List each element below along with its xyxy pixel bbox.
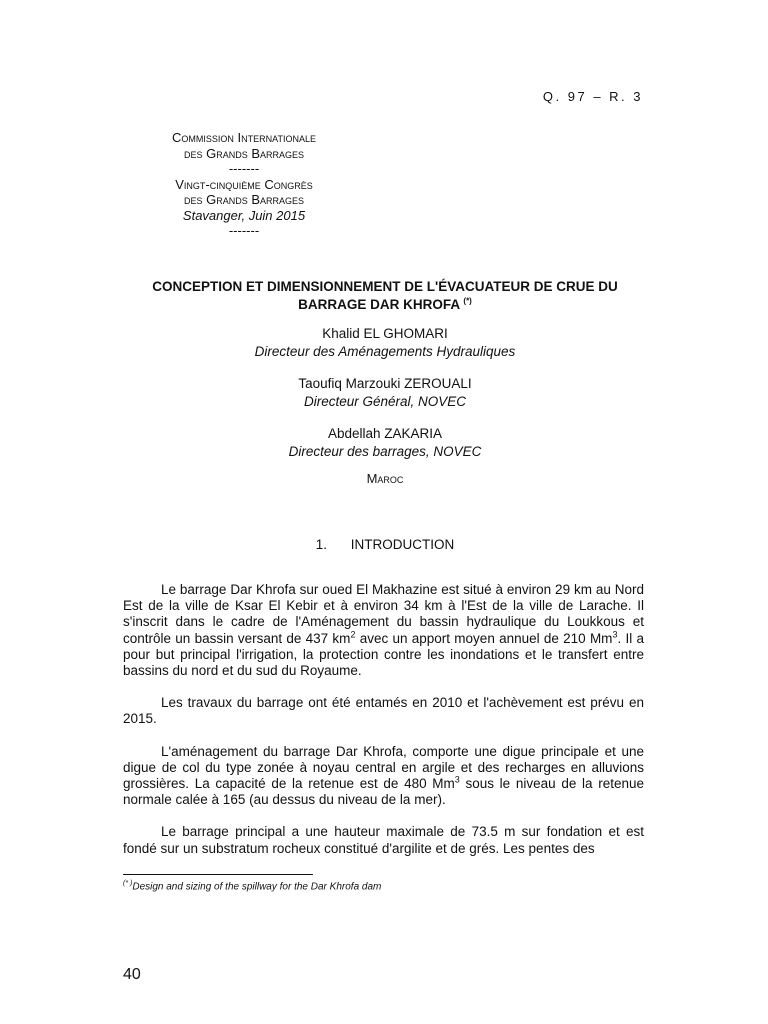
title-line-1: CONCEPTION ET DIMENSIONNEMENT DE L'ÉVACUATEUR DE CRUE DU [152, 279, 618, 294]
organization-block [140, 130, 348, 239]
paragraph: L'aménagement du barrage Dar Khrofa, comporte une digue principale et une digue de col du type zonée à noyau central en argile et des recharges en alluvions grossières. La capacité de la retenue est de 480 Mm$^3$ sous le niveau de la retenue normale calée à 165 (au dessus du niveau de la mer). [123, 743, 645, 808]
author-name: Abdellah ZAKARIA [327, 426, 443, 441]
footnote [123, 880, 381, 892]
author-role: Directeur des barrages, NOVEC [288, 444, 482, 459]
section-heading [110, 537, 660, 552]
paragraph: Le barrage principal a une hauteur maximale de 73.5 m sur fondation et est fondé sur un substratum rocheux constitué d'argilite et de grés. Les pentes des [123, 824, 644, 856]
paragraph: Le barrage Dar Khrofa sur oued El Makhazine est situé à environ 29 km au Nord Est de la ville de Ksar El Kebir et à environ 34 km à l'Est de la ville de Larache. Il s'inscrit dans le cadre de l'Aménagement du bassin hydraulique du Loukkous et contrôle un bassin versant de 437 $km^2$ avec un apport moyen annuel de 210 Mm$^3$. Il a pour but principal l'irrigation, la protection contre les inondations et le transfert entre bassins du nord et du sud du Royaume. [123, 582, 644, 679]
author-name: Khalid EL GHOMARI [322, 326, 448, 341]
author-role: Directeur des Aménagements Hydrauliques [254, 344, 516, 359]
country: Maroc [366, 471, 404, 486]
org-separator-2: ------- [228, 223, 260, 238]
paper-title [110, 278, 660, 314]
body-text [123, 582, 644, 873]
page-number: 40 [123, 966, 141, 983]
section-title: INTRODUCTION [350, 537, 455, 552]
title-line-2: BARRAGE DAR KHROFA (*) [298, 296, 472, 312]
org-line-4: des Grands Barrages [183, 192, 305, 207]
footnote-divider [123, 874, 313, 875]
section-number: 1. [315, 537, 327, 552]
footnote-text: Design and sizing of the spillway for the Dar Khrofa dam [132, 881, 382, 893]
congress-location: Stavanger, Juin 2015 [182, 207, 306, 223]
author-name: Taoufiq Marzouki ZEROUALI [298, 376, 472, 391]
footnote-mark: (* ) [123, 880, 133, 887]
org-separator-1: ------- [228, 161, 260, 176]
paragraph: Les travaux du barrage ont été entamés en 2010 et l'achèvement est prévu en 2015. [123, 695, 644, 727]
org-line-2: des Grands Barrages [183, 145, 305, 161]
author-list [110, 325, 660, 461]
org-line-1: Commission Internationale [172, 130, 316, 145]
org-line-3: Vingt-cinquième Congrès [175, 176, 313, 192]
question-reference: Q. 97 – R. 3 [542, 89, 643, 104]
author-role: Directeur Général, NOVEC [303, 394, 467, 409]
title-footnote-mark: (*) [463, 296, 472, 306]
